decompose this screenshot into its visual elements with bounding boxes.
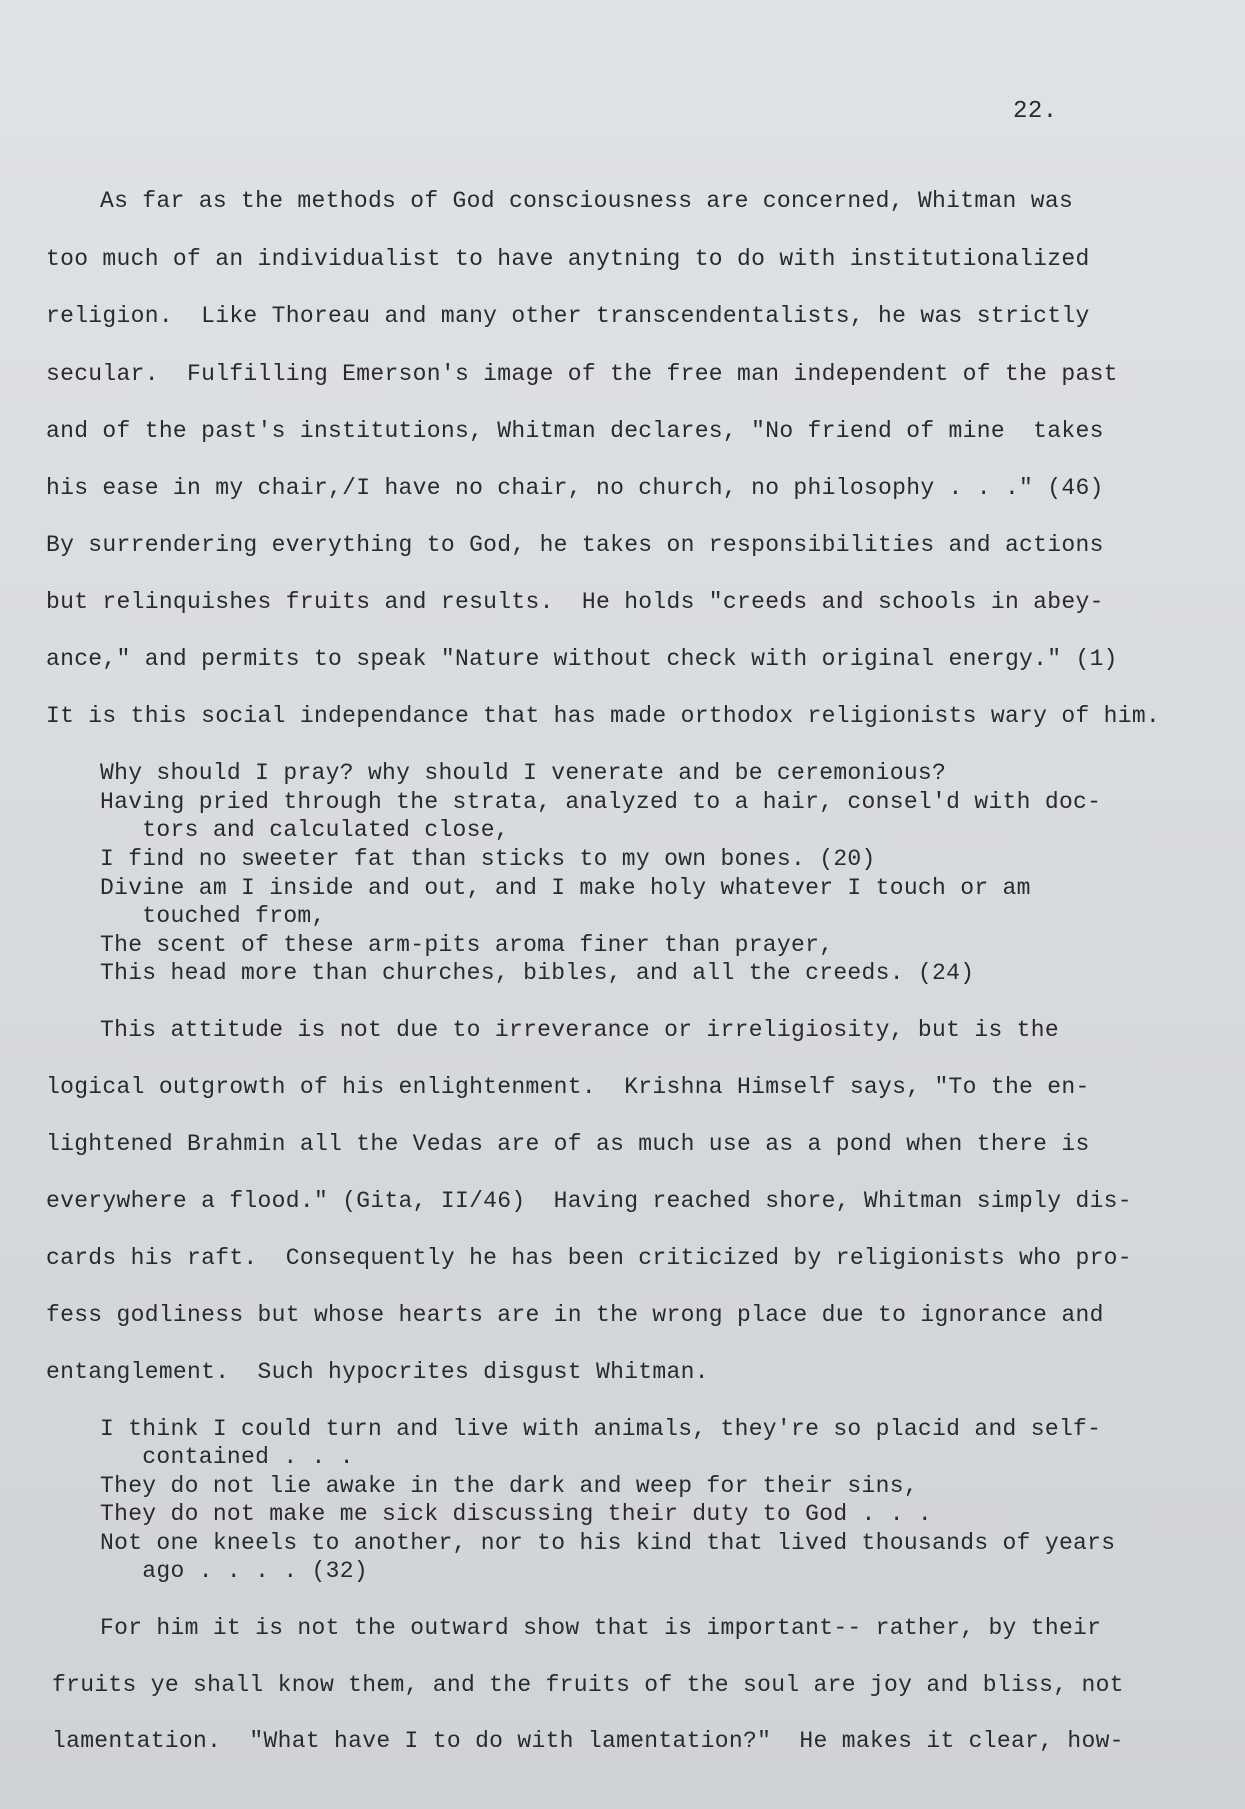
paragraph-2-line: lightened Brahmin all the Vedas are of as much use as a pond when there is: [46, 1131, 1090, 1157]
quote-1-line: Why should I pray? why should I venerate and be ceremonious?: [100, 760, 947, 786]
paragraph-2-line: cards his raft. Consequently he has been criticized by religionists who pro-: [46, 1245, 1132, 1271]
quote-1-line: The scent of these arm-pits aroma finer than prayer,: [100, 932, 834, 958]
paragraph-2-line: everywhere a flood." (Gita, II/46) Having reached shore, Whitman simply dis-: [46, 1188, 1132, 1214]
paragraph-2-line: entanglement. Such hypocrites disgust Whitman.: [46, 1359, 709, 1385]
paragraph-1-line: and of the past's institutions, Whitman declares, "No friend of mine takes: [46, 418, 1104, 444]
paragraph-3-line: lamentation. "What have I to do with lamentation?" He makes it clear, how-: [52, 1728, 1124, 1754]
quote-2-line: contained . . .: [100, 1444, 354, 1470]
quote-2-line: I think I could turn and live with animals, they're so placid and self-: [100, 1416, 1102, 1442]
quote-2-line: They do not make me sick discussing their duty to God . . .: [100, 1501, 933, 1527]
quote-1-line: touched from,: [100, 903, 326, 929]
page-number: 22.: [1013, 98, 1058, 125]
paragraph-1-line: his ease in my chair,/I have no chair, no church, no philosophy . . ." (46): [46, 475, 1104, 501]
quote-1-line: Divine am I inside and out, and I make holy whatever I touch or am: [100, 875, 1031, 901]
paragraph-1-line: It is this social independance that has made orthodox religionists wary of him.: [46, 703, 1161, 729]
paragraph-1-line: secular. Fulfilling Emerson's image of the free man independent of the past: [46, 361, 1118, 387]
paragraph-1-line: religion. Like Thoreau and many other transcendentalists, he was strictly: [46, 303, 1090, 329]
paragraph-1-line: By surrendering everything to God, he takes on responsibilities and actions: [46, 532, 1104, 558]
paragraph-1-line: too much of an individualist to have anytning to do with institutionalized: [46, 246, 1090, 272]
quote-2-line: They do not lie awake in the dark and weep for their sins,: [100, 1473, 918, 1499]
paragraph-1-line: ance," and permits to speak "Nature without check with original energy." (1): [46, 646, 1118, 672]
quote-2-line: Not one kneels to another, nor to his kind that lived thousands of years: [100, 1530, 1116, 1556]
paragraph-2-line: logical outgrowth of his enlightenment. Krishna Himself says, "To the en-: [46, 1074, 1090, 1100]
paragraph-2-line: This attitude is not due to irreverance or irreligiosity, but is the: [100, 1017, 1059, 1043]
quote-1-line: I find no sweeter fat than sticks to my own bones. (20): [100, 846, 876, 872]
paragraph-3-line: fruits ye shall know them, and the fruits of the soul are joy and bliss, not: [52, 1672, 1124, 1698]
paragraph-2-line: fess godliness but whose hearts are in the wrong place due to ignorance and: [46, 1302, 1104, 1328]
quote-1-line: This head more than churches, bibles, and all the creeds. (24): [100, 960, 975, 986]
paragraph-1-line: As far as the methods of God consciousness are concerned, Whitman was: [100, 188, 1074, 214]
paragraph-3-line: For him it is not the outward show that is important-- rather, by their: [100, 1615, 1102, 1641]
quote-2-line: ago . . . . (32): [100, 1558, 368, 1584]
quote-1-line: Having pried through the strata, analyzed to a hair, consel'd with doc-: [100, 789, 1102, 815]
paragraph-1-line: but relinquishes fruits and results. He holds "creeds and schools in abey-: [46, 589, 1104, 615]
quote-1-line: tors and calculated close,: [100, 817, 509, 843]
